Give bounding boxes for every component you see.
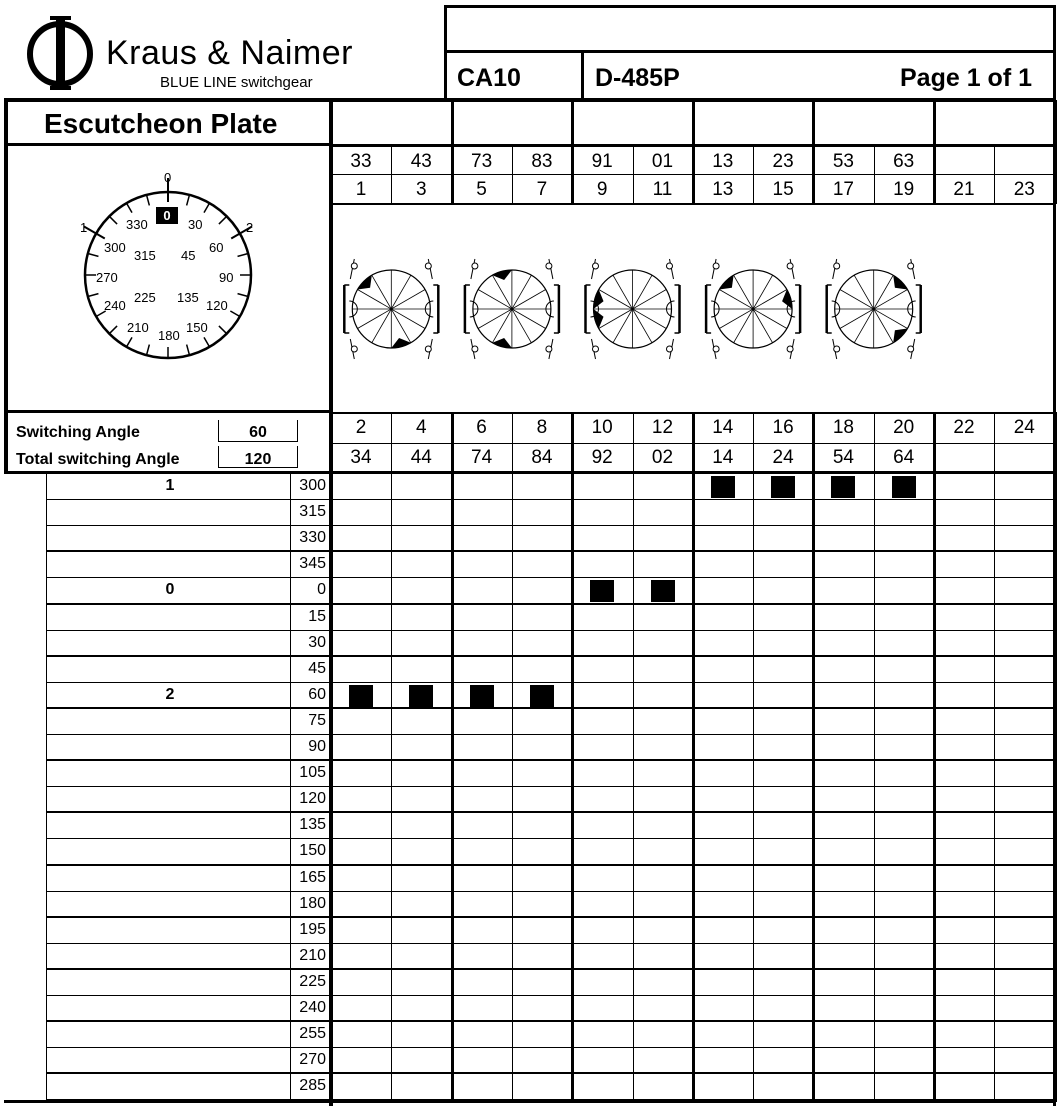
terminal-screw — [787, 263, 793, 269]
dial-tick — [219, 326, 227, 334]
terminal-bottom-ext: 02 — [651, 447, 674, 468]
brand-name: Kraus & Naimer — [106, 34, 353, 72]
cam-spoke — [358, 290, 426, 329]
terminal-lead — [712, 259, 716, 279]
closed-contact-mark — [349, 685, 373, 707]
logo — [22, 10, 102, 94]
table-row-rule — [46, 995, 1056, 996]
cam-lobe — [358, 275, 372, 289]
angle-label: 210 — [299, 946, 326, 964]
terminal-screw — [667, 263, 673, 269]
table-top-rule — [4, 471, 1056, 474]
terminal-top-ext: 63 — [893, 151, 915, 172]
terminal-top-ext: 43 — [410, 151, 432, 172]
table-col-rule — [1054, 474, 1057, 1102]
table-row-rule — [46, 1020, 1056, 1022]
terminal-screw — [834, 346, 840, 352]
dial-angle-120: 120 — [206, 298, 228, 313]
terminal-lead — [911, 259, 915, 279]
terminal-bottom-ext: 64 — [893, 447, 915, 468]
terminal-col-rule — [512, 146, 513, 204]
total-switching-angle-value: 120 — [244, 451, 272, 468]
terminal-col-rule — [391, 146, 392, 204]
cam-spoke — [358, 290, 426, 329]
cam-spoke — [854, 275, 893, 343]
angle-label: 195 — [299, 920, 326, 938]
terminal-top-ext: 73 — [471, 151, 493, 172]
cam-lobe — [594, 290, 604, 310]
cam-spoke — [734, 275, 773, 343]
angle-label: 45 — [308, 659, 326, 677]
terminal-col-rule — [753, 412, 754, 474]
closed-contact-mark — [651, 580, 675, 602]
table-row-rule — [46, 916, 1056, 918]
table-col-rule — [633, 474, 634, 1102]
position-label: 0 — [165, 581, 175, 599]
terminal-bottom: 18 — [832, 417, 854, 438]
terminal-bottom: 2 — [355, 417, 367, 438]
dial-angle-210: 210 — [127, 320, 149, 335]
table-row-rule — [46, 891, 1056, 892]
header-cell-rule — [451, 100, 454, 146]
dial-angle-330: 330 — [126, 217, 148, 232]
terminal-lead — [670, 339, 674, 359]
closed-contact-mark — [530, 685, 554, 707]
total-switching-angle-box — [218, 446, 298, 468]
angle-label: 120 — [299, 790, 326, 808]
terminal-screw — [593, 346, 599, 352]
table-row-rule — [46, 707, 1056, 709]
terminal-col-rule — [633, 146, 634, 204]
terminal-col-rule — [512, 412, 513, 474]
dial-angle-90: 90 — [219, 270, 234, 285]
cam-lobe — [492, 270, 512, 280]
terminal-lead — [592, 259, 596, 279]
table-row-rule — [46, 786, 1056, 787]
cam-spoke — [719, 290, 787, 329]
closed-contact-mark — [771, 476, 795, 498]
dial-angle-45: 45 — [181, 248, 196, 263]
dial-angle-225: 225 — [134, 290, 156, 305]
table-row-rule — [46, 577, 1056, 578]
dial-position-0: 0 — [164, 170, 172, 185]
table-row-rule — [46, 968, 1056, 970]
terminal-bottom-ext: 84 — [531, 447, 553, 468]
terminal-col-rule — [812, 412, 815, 474]
terminal-lead — [549, 259, 553, 279]
terminal-col-rule — [812, 146, 815, 204]
terminal-top: 3 — [416, 179, 427, 200]
cam-lobe — [719, 275, 733, 289]
terminal-top: 13 — [712, 179, 734, 200]
contact-bridge — [667, 301, 675, 317]
closed-contact-mark — [711, 476, 735, 498]
terminal-bottom: 24 — [1013, 417, 1035, 438]
phi-logo-icon — [22, 10, 102, 94]
dial-bottom-rule — [4, 410, 333, 413]
header-cell-rule — [571, 100, 574, 146]
cam-spoke — [840, 290, 908, 329]
angle-label: 105 — [299, 764, 326, 782]
table-row-rule — [46, 811, 1056, 813]
terminal-bottom: 10 — [591, 417, 613, 438]
cam-spoke — [719, 290, 787, 329]
cam-spoke — [478, 290, 546, 329]
closed-contact-mark — [590, 580, 614, 602]
cam-lobe — [594, 309, 604, 329]
table-col-rule — [571, 474, 574, 1102]
angle-label: 15 — [308, 607, 326, 625]
dial-tick — [109, 326, 117, 334]
terminal-screw — [425, 263, 431, 269]
dial-angle-270: 270 — [96, 270, 118, 285]
terminal-bottom-ext: 74 — [471, 447, 493, 468]
angle-label: 345 — [299, 555, 326, 573]
dial-angle-30: 30 — [188, 217, 203, 232]
header-top-rule — [445, 5, 1056, 8]
dial-tick — [219, 216, 227, 224]
contact-bridge — [425, 301, 433, 317]
cam-disc — [473, 270, 551, 348]
cam-lobe — [782, 290, 792, 310]
dial-tick — [187, 195, 190, 206]
closed-contact-mark — [831, 476, 855, 498]
terminal-top-ext: 91 — [591, 151, 613, 172]
table-label-rule — [46, 474, 47, 1102]
terminal-top-ext: 23 — [772, 151, 794, 172]
dial-angle-135: 135 — [177, 290, 199, 305]
table-row-rule — [46, 682, 1056, 683]
terminal-screw — [546, 263, 552, 269]
page-indicator: Page 1 of 1 — [900, 64, 1032, 92]
dial-position-1: 1 — [80, 220, 88, 235]
terminal-col-rule — [692, 412, 695, 474]
terminal-lead — [670, 259, 674, 279]
header-mid-rule — [445, 50, 1056, 53]
terminal-screw — [593, 263, 599, 269]
contact-bridge — [787, 301, 795, 317]
cam-spoke — [734, 275, 773, 343]
terminal-screw — [472, 263, 478, 269]
angle-label: 30 — [308, 633, 326, 651]
contact-bridge — [908, 301, 916, 317]
terminal-bottom: 22 — [953, 417, 975, 438]
terminal-screw — [351, 346, 357, 352]
angle-label: 90 — [308, 738, 326, 755]
terminal-screw — [908, 263, 914, 269]
cam-spoke — [478, 290, 546, 329]
contact-bridge — [711, 301, 719, 317]
table-angle-rule — [290, 474, 291, 1102]
terminal-lead — [350, 339, 354, 359]
terminal-col-rule — [692, 146, 695, 204]
terminal-lead — [471, 259, 475, 279]
angle-label: 270 — [299, 1051, 326, 1069]
terminal-top: 7 — [536, 179, 548, 200]
table-row-rule — [46, 759, 1056, 761]
dial-angle-150: 150 — [186, 320, 208, 335]
table-col-rule — [692, 474, 695, 1102]
terminal-col-rule — [753, 146, 754, 204]
terminal-lead — [428, 259, 432, 279]
terminal-lead — [790, 339, 794, 359]
contact-bridge — [546, 301, 554, 317]
dial-angle-240: 240 — [104, 298, 126, 313]
dial-angle-60: 60 — [209, 240, 224, 255]
cam-lobe — [391, 338, 411, 348]
terminal-col-rule — [1054, 412, 1057, 474]
terminal-bottom-ext: 14 — [712, 447, 734, 468]
header-cell-rule — [692, 100, 695, 146]
table-col-rule — [753, 474, 754, 1102]
table-row-rule — [46, 550, 1056, 552]
product-code: D-485P — [595, 64, 680, 92]
table-col-rule — [512, 474, 513, 1102]
cam-disc — [594, 270, 672, 348]
contact-bridge — [349, 301, 357, 317]
table-row-rule — [46, 630, 1056, 631]
cam-spoke — [854, 275, 893, 343]
table-col-rule — [451, 474, 454, 1102]
terminal-screw — [908, 346, 914, 352]
terminal-lead — [350, 259, 354, 279]
frame-left-rule — [4, 98, 8, 474]
total-switching-angle-label: Total switching Angle — [16, 451, 180, 468]
terminal-top-ext: 83 — [531, 151, 553, 172]
cam-spoke — [372, 275, 411, 343]
terminal-lead — [911, 339, 915, 359]
closed-contact-mark — [470, 685, 494, 707]
cam-spoke — [492, 275, 531, 343]
terminal-lead — [712, 339, 716, 359]
terminal-screw — [713, 263, 719, 269]
angle-label: 75 — [308, 711, 326, 729]
dial-tick — [187, 345, 190, 356]
terminal-top-ext: 33 — [350, 151, 372, 172]
dial-tick — [88, 254, 99, 257]
closed-contact-mark — [409, 685, 433, 707]
terminal-top-ext: 53 — [832, 151, 854, 172]
terminal-col-rule — [391, 412, 392, 474]
cam-disc — [352, 270, 430, 348]
angle-label: 240 — [299, 999, 326, 1016]
terminal-screw — [834, 263, 840, 269]
angle-label: 285 — [299, 1077, 326, 1095]
switching-angle-box — [218, 420, 298, 442]
terminal-bottom: 8 — [536, 417, 548, 438]
table-row-rule — [46, 1047, 1056, 1048]
terminal-bottom: 14 — [712, 417, 734, 438]
terminal-lead — [471, 339, 475, 359]
cam-spoke — [372, 275, 411, 343]
terminal-col-rule — [451, 412, 454, 474]
switching-angle-box-top — [218, 420, 219, 442]
escutcheon-title: Escutcheon Plate — [44, 108, 278, 139]
angle-label: 300 — [299, 477, 326, 494]
table-row-rule — [46, 838, 1056, 839]
table-col-rule — [812, 474, 815, 1102]
terminal-col-rule — [933, 412, 936, 474]
terminal-col-rule — [633, 412, 634, 474]
cam-disc — [835, 270, 913, 348]
terminal-top: 21 — [953, 179, 975, 200]
dial-position-2: 2 — [246, 220, 254, 235]
terminal-col-rule — [1054, 146, 1057, 204]
dial-tick — [147, 345, 150, 356]
terminal-top: 9 — [596, 179, 608, 200]
cam-lobe — [893, 275, 907, 289]
header-left-rule — [444, 5, 447, 101]
terminal-top-ext: 01 — [651, 151, 674, 172]
contact-bridge — [832, 301, 840, 317]
dial-tick — [238, 294, 249, 297]
terminal-lead — [833, 339, 837, 359]
terminal-col-rule — [874, 146, 875, 204]
terminal-screw — [425, 346, 431, 352]
cam-spoke — [599, 290, 667, 329]
terminal-top: 23 — [1013, 179, 1035, 200]
terminal-lead — [833, 259, 837, 279]
dial-active-position: 0 — [156, 207, 178, 224]
terminal-col-rule — [933, 146, 936, 204]
header-cell-rule — [812, 100, 815, 146]
table-row-rule — [46, 525, 1056, 526]
switching-angle-value: 60 — [249, 424, 267, 441]
terminal-bottom: 4 — [416, 417, 427, 438]
terminal-bottom: 12 — [651, 417, 674, 438]
position-label: 1 — [165, 477, 175, 494]
table-col-rule — [874, 474, 875, 1102]
table-row-rule — [46, 943, 1056, 944]
terminal-bottom-ext: 34 — [350, 447, 372, 468]
angle-label: 180 — [299, 894, 326, 912]
terminal-bottom: 16 — [772, 417, 794, 438]
terminal-top: 11 — [652, 179, 673, 200]
dial-tick — [127, 203, 133, 213]
dial-angle-315: 315 — [134, 248, 156, 263]
escutcheon-title-rule — [4, 143, 333, 146]
terminal-screw — [667, 346, 673, 352]
terminal-bottom: 20 — [893, 417, 915, 438]
dial-tick — [230, 311, 240, 317]
terminal-col-rule — [571, 146, 574, 204]
angle-label: 330 — [299, 529, 326, 547]
terminal-bottom-ext: 54 — [832, 447, 854, 468]
angle-label: 150 — [299, 842, 326, 860]
terminal-screw — [472, 346, 478, 352]
angle-label: 225 — [299, 972, 326, 990]
terminal-screw — [713, 346, 719, 352]
cam-spoke — [492, 275, 531, 343]
table-col-rule — [994, 474, 995, 1102]
terminal-col-rule — [451, 146, 454, 204]
header-divider — [581, 50, 584, 100]
cam-spoke — [613, 275, 652, 343]
dial-tick — [88, 294, 99, 297]
terminal-top: 19 — [893, 179, 915, 200]
table-col-rule — [933, 474, 936, 1102]
contact-bridge — [591, 301, 599, 317]
table-row-rule — [46, 499, 1056, 500]
terminal-bottom-ext: 24 — [772, 447, 794, 468]
dial-angle-180: 180 — [158, 328, 180, 343]
frame-top-rule — [4, 98, 1056, 102]
terminal-lead — [549, 339, 553, 359]
angle-label: 165 — [299, 868, 326, 886]
angle-label: 255 — [299, 1025, 326, 1043]
contact-bridge — [470, 301, 478, 317]
terminal-top-ext: 13 — [712, 151, 734, 172]
table-row-rule — [46, 734, 1056, 735]
brand-tagline: BLUE LINE switchgear — [160, 74, 313, 91]
angle-label: 135 — [299, 816, 326, 834]
table-row-rule — [46, 603, 1056, 605]
terminal-top: 17 — [832, 179, 854, 200]
table-row-rule — [46, 1072, 1056, 1074]
angle-label: 315 — [299, 503, 326, 521]
terminal-col-rule — [994, 412, 995, 474]
terminal-bottom-ext: 44 — [410, 447, 432, 468]
dial-tick — [204, 203, 210, 213]
terminal-top: 1 — [355, 179, 367, 200]
terminal-screw — [546, 346, 552, 352]
cam-lobe — [893, 329, 907, 343]
cam-spoke — [840, 290, 908, 329]
terminal-screw — [351, 263, 357, 269]
header-right-rule — [1053, 5, 1056, 101]
table-col-rule — [391, 474, 392, 1102]
header-cell-rule — [1054, 100, 1057, 146]
table-row-rule — [46, 864, 1056, 866]
series-code: CA10 — [457, 64, 521, 92]
cam-spoke — [599, 290, 667, 329]
dial-tick — [127, 337, 133, 347]
table-bottom-rule — [4, 1100, 1056, 1103]
terminal-lead — [790, 259, 794, 279]
dial-tick — [204, 337, 210, 347]
terminal-top: 15 — [772, 179, 794, 200]
position-label: 2 — [165, 685, 175, 703]
angle-label: 0 — [317, 581, 326, 599]
terminal-lead — [428, 339, 432, 359]
terminal-col-rule — [571, 412, 574, 474]
terminal-screw — [787, 346, 793, 352]
dial-tick — [109, 216, 117, 224]
dial-tick — [147, 195, 150, 206]
cam-lobe — [492, 338, 512, 348]
dial-angle-300: 300 — [104, 240, 126, 255]
table-row-rule — [46, 655, 1056, 657]
terminal-lead — [592, 339, 596, 359]
switching-angle-label: Switching Angle — [16, 424, 140, 441]
header-cell-rule — [933, 100, 936, 146]
terminal-col-rule — [874, 412, 875, 474]
terminal-top: 5 — [476, 179, 487, 200]
angle-label: 60 — [308, 685, 326, 703]
main-divider — [329, 98, 333, 1106]
terminal-bottom-ext: 92 — [591, 447, 613, 468]
dial-tick — [238, 254, 249, 257]
cam-disc — [714, 270, 792, 348]
terminal-col-rule — [994, 146, 995, 204]
cam-spoke — [613, 275, 652, 343]
terminal-bottom: 6 — [476, 417, 487, 438]
closed-contact-mark — [892, 476, 916, 498]
